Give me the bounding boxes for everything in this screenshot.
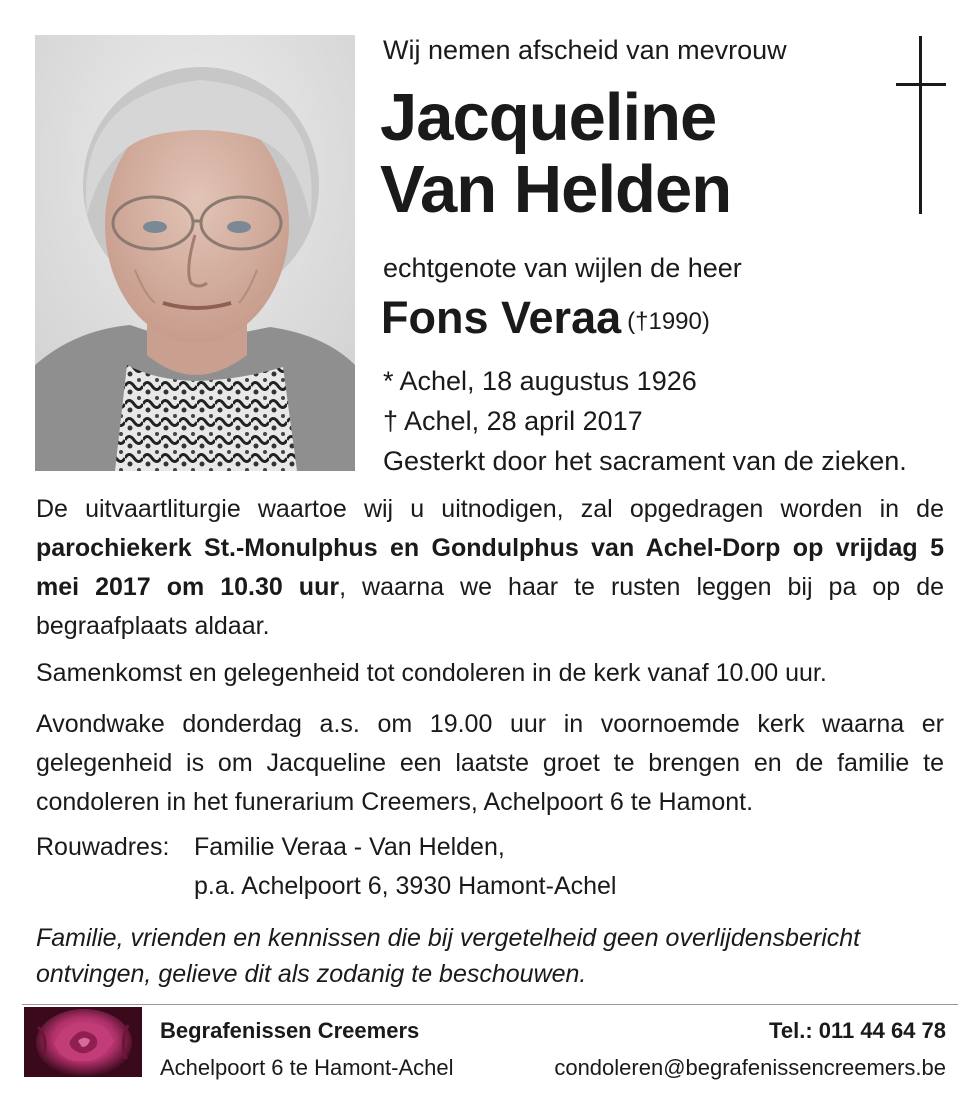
death-date: † Achel, 28 april 2017 bbox=[383, 406, 643, 436]
life-dates bbox=[383, 361, 907, 481]
address-line2: p.a. Achelpoort 6, 3930 Hamont-Achel bbox=[194, 872, 617, 900]
deceased-name-line2: Van Helden bbox=[380, 152, 732, 227]
intro-text: Wij nemen afscheid van mevrouw bbox=[383, 35, 787, 65]
rose-icon bbox=[24, 1007, 142, 1077]
spouse-year: (†1990) bbox=[627, 308, 710, 335]
gathering-paragraph: Samenkomst en gelegenheid tot condoleren in de kerk vanaf 10.00 uur. bbox=[36, 659, 827, 687]
funeral-paragraph bbox=[36, 490, 944, 646]
address-label: Rouwadres: bbox=[36, 833, 170, 861]
deceased-name-line1: Jacqueline bbox=[380, 80, 717, 155]
spouse-intro: echtgenote van wijlen de heer bbox=[383, 253, 742, 283]
funeral-text-start: De uitvaartliturgie waartoe wij u uitnodigen, zal opgedragen worden in de bbox=[36, 495, 944, 523]
funeral-home-address: Achelpoort 6 te Hamont-Achel bbox=[160, 1055, 454, 1080]
address-line1: Familie Veraa - Van Helden, bbox=[194, 833, 505, 861]
mourning-address bbox=[36, 828, 617, 906]
wake-paragraph: Avondwake donderdag a.s. om 19.00 uur in voornoemde kerk waarna er gelegenheid is om Jacqueline een laatste groet te brengen en de familie te condoleren in het funerarium Creemers, Achelpoort 6 te Hamont. bbox=[36, 710, 944, 816]
birth-date: * Achel, 18 augustus 1926 bbox=[383, 366, 697, 396]
footer-divider bbox=[22, 1004, 958, 1005]
funeral-details: parochiekerk St.-Monulphus en Gondulphus van Achel-Dorp op vrijdag 5 mei 2017 om 10.30 uur bbox=[36, 534, 944, 601]
spouse-name: Fons Veraa bbox=[381, 292, 622, 343]
funeral-text-end: , waarna we haar te rusten leggen bij pa op de begraafplaats aldaar. bbox=[36, 573, 945, 640]
funeral-home-name: Begrafenissen Creemers bbox=[160, 1018, 420, 1043]
funeral-home-email[interactable]: condoleren@begrafenissencreemers.be bbox=[554, 1055, 946, 1080]
deceased-name bbox=[380, 82, 731, 226]
spouse bbox=[381, 290, 710, 350]
funeral-home-phone[interactable]: Tel.: 011 44 64 78 bbox=[769, 1018, 946, 1043]
portrait-illustration bbox=[35, 35, 355, 471]
closing-note: Familie, vrienden en kennissen die bij vergetelheid geen overlijdensbericht ontvingen, gelieve dit als zodanig te beschouwen. bbox=[36, 924, 861, 988]
cross-icon bbox=[896, 36, 946, 214]
sacrament-text: Gesterkt door het sacrament van de zieken. bbox=[383, 446, 907, 476]
portrait-photo bbox=[35, 35, 355, 471]
